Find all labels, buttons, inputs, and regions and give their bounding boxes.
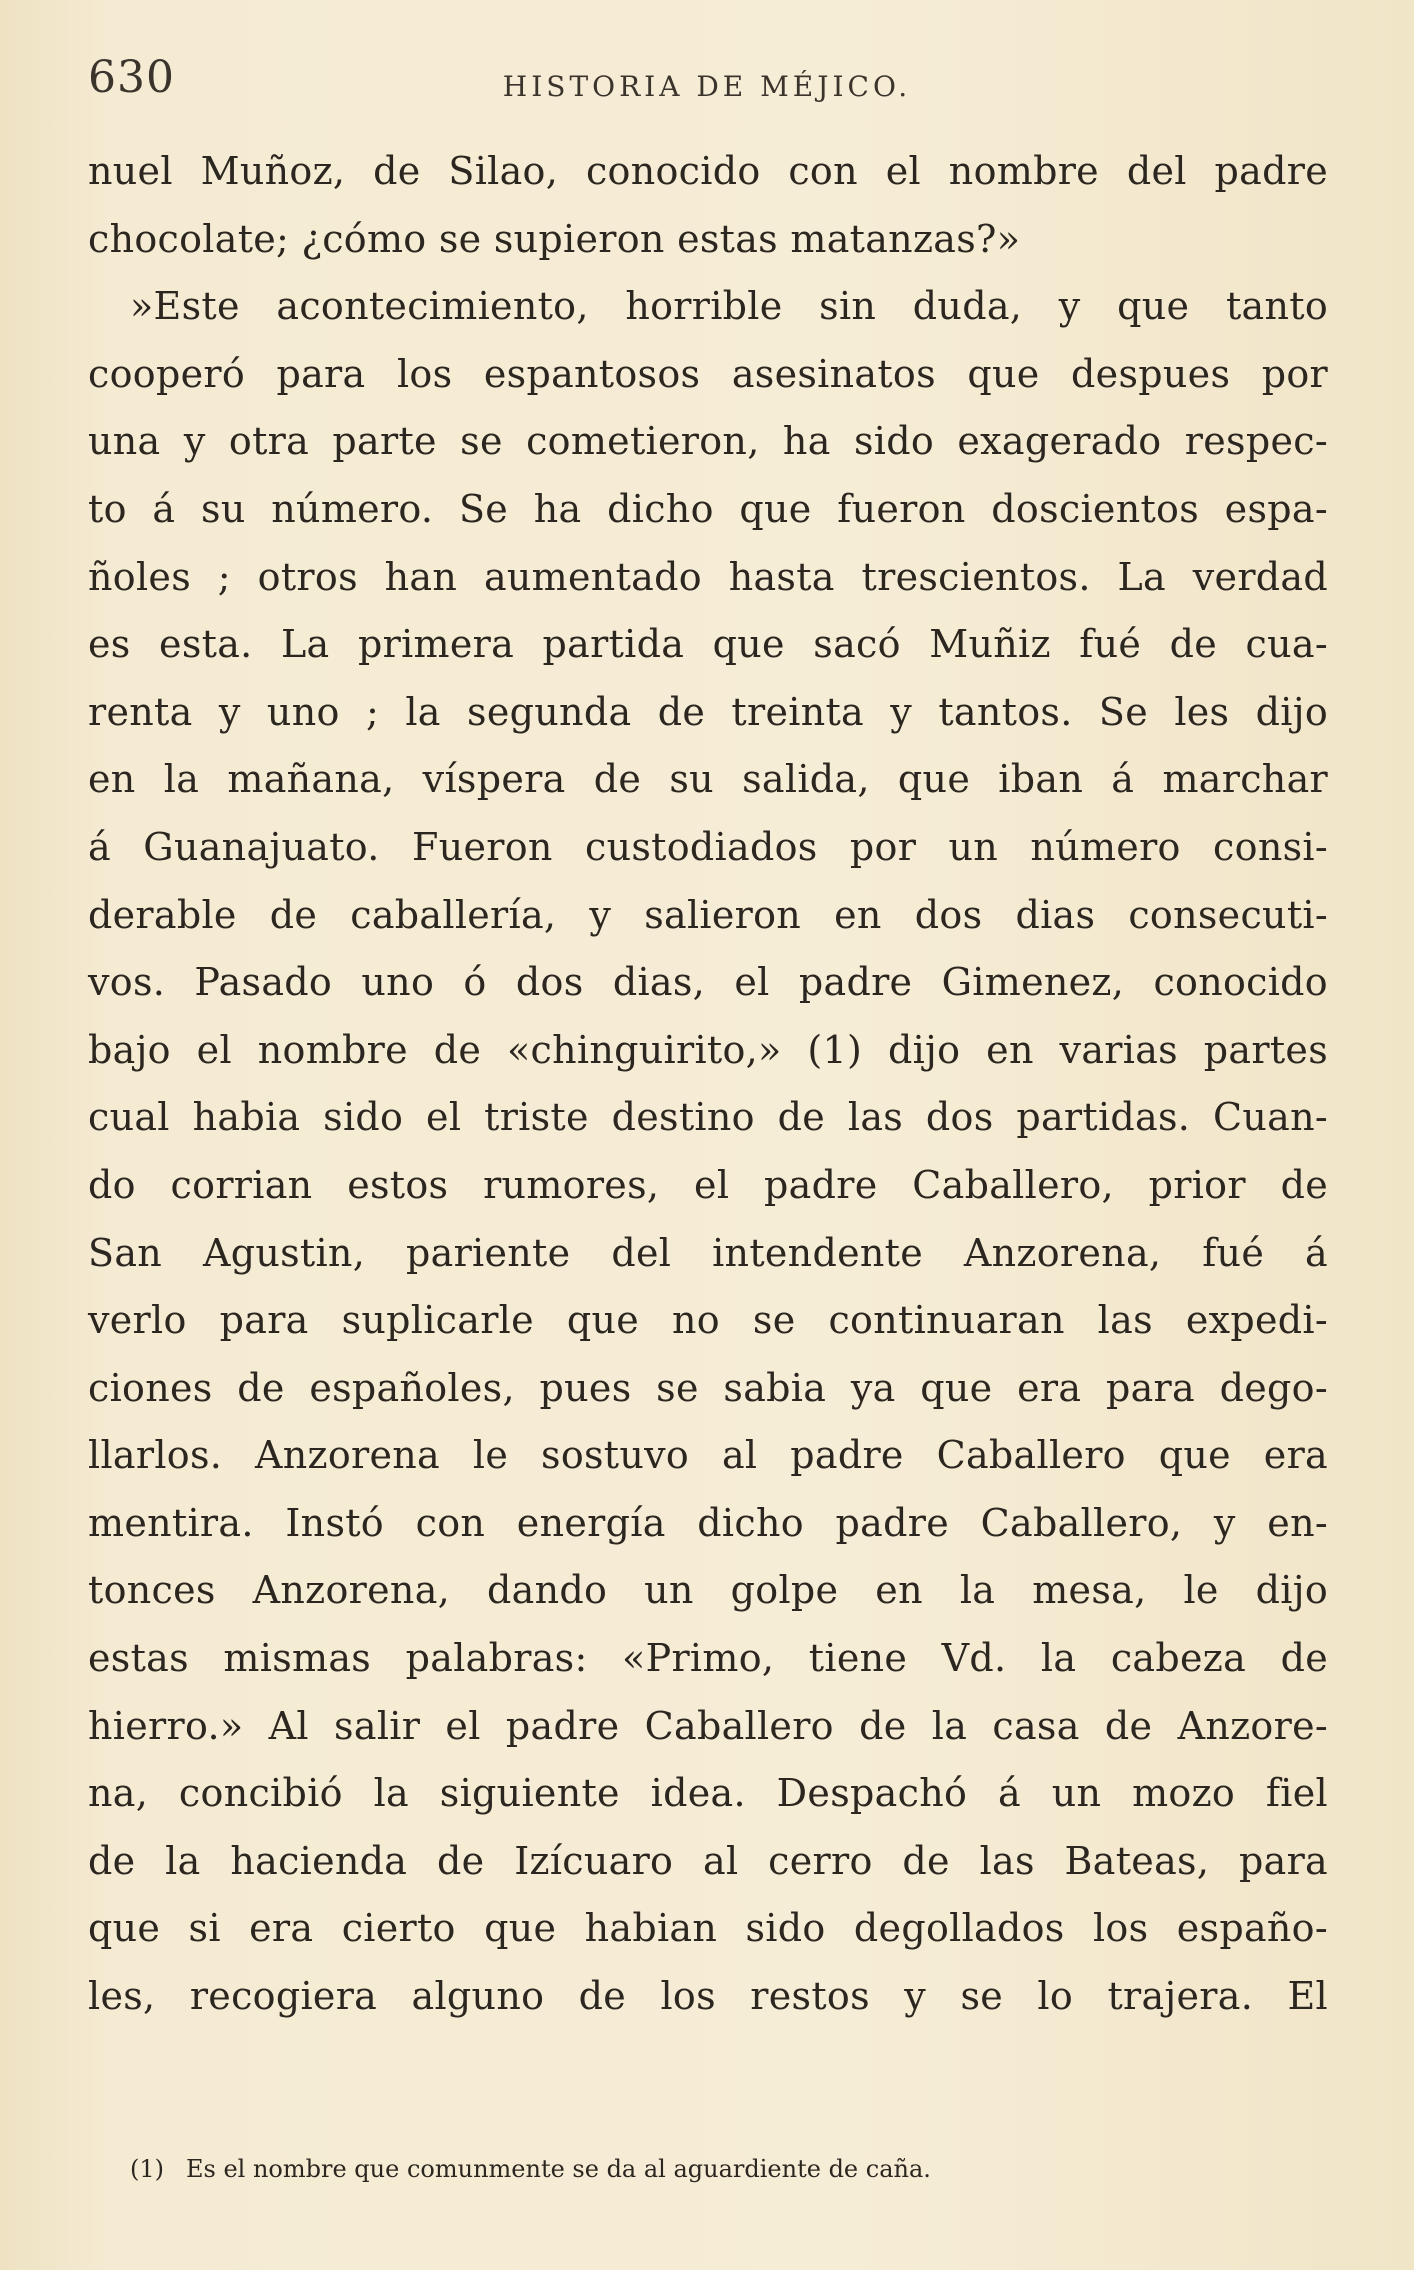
text-line: á Guanajuato. Fueron custodiados por un número consi- [88,824,1328,869]
footnote-marker: (1) [130,2155,164,2183]
text-line: llarlos. Anzorena le sostuvo al padre Caballero que era [88,1433,1328,1478]
text-line: do corrian estos rumores, el padre Caballero, prior de [88,1162,1328,1207]
text-line: bajo el nombre de «chinguirito,» (1) dijo en varias partes [88,1027,1328,1072]
text-line: San Agustin, pariente del intendente Anzorena, fué á [88,1230,1328,1275]
text-line: to á su número. Se ha dicho que fueron doscientos espa- [88,486,1328,531]
footnote-text: Es el nombre que comunmente se da al aguardiente de caña. [186,2155,931,2183]
text-line: »Este acontecimiento, horrible sin duda, y que tanto [130,284,1328,329]
page-header [88,52,1326,122]
text-line: ñoles ; otros han aumentado hasta trescientos. La verdad [88,554,1328,599]
text-line: les, recogiera alguno de los restos y se lo trajera. El [88,1974,1328,2019]
text-line: una y otra parte se cometieron, ha sido exagerado respec- [88,419,1328,464]
text-line: derable de caballería, y salieron en dos dias consecuti- [88,892,1328,937]
text-line: na, concibió la siguiente idea. Despachó á un mozo fiel [88,1771,1328,1816]
text-line: chocolate; ¿cómo se supieron estas matanzas?» [88,216,1021,261]
text-line: de la hacienda de Izícuaro al cerro de las Bateas, para [88,1838,1328,1883]
text-line: hierro.» Al salir el padre Caballero de la casa de Anzore- [88,1703,1328,1748]
text-line: renta y uno ; la segunda de treinta y tantos. Se les dijo [88,689,1328,734]
body-text [88,138,1328,2031]
page-number: 630 [88,52,175,103]
text-line: es esta. La primera partida que sacó Muñiz fué de cua- [88,622,1328,667]
running-title: HISTORIA DE MÉJICO. [502,70,912,103]
text-line: tonces Anzorena, dando un golpe en la mesa, le dijo [88,1568,1328,1613]
text-line: nuel Muñoz, de Silao, conocido con el nombre del padre [88,149,1328,193]
text-line: cooperó para los espantosos asesinatos que despues por [88,351,1328,396]
text-line: que si era cierto que habian sido degollados los españo- [88,1906,1328,1951]
text-line: verlo para suplicarle que no se continuaran las expedi- [88,1298,1328,1343]
footnote [130,2155,931,2183]
text-line: en la mañana, víspera de su salida, que iban á marchar [88,757,1328,802]
text-line: estas mismas palabras: «Primo, tiene Vd. la cabeza de [88,1636,1328,1681]
text-line: ciones de españoles, pues se sabia ya que era para dego- [88,1365,1328,1410]
text-line: mentira. Instó con energía dicho padre Caballero, y en- [88,1500,1328,1545]
text-line: cual habia sido el triste destino de las dos partidas. Cuan- [88,1095,1328,1140]
text-line: vos. Pasado uno ó dos dias, el padre Gimenez, conocido [88,960,1328,1005]
